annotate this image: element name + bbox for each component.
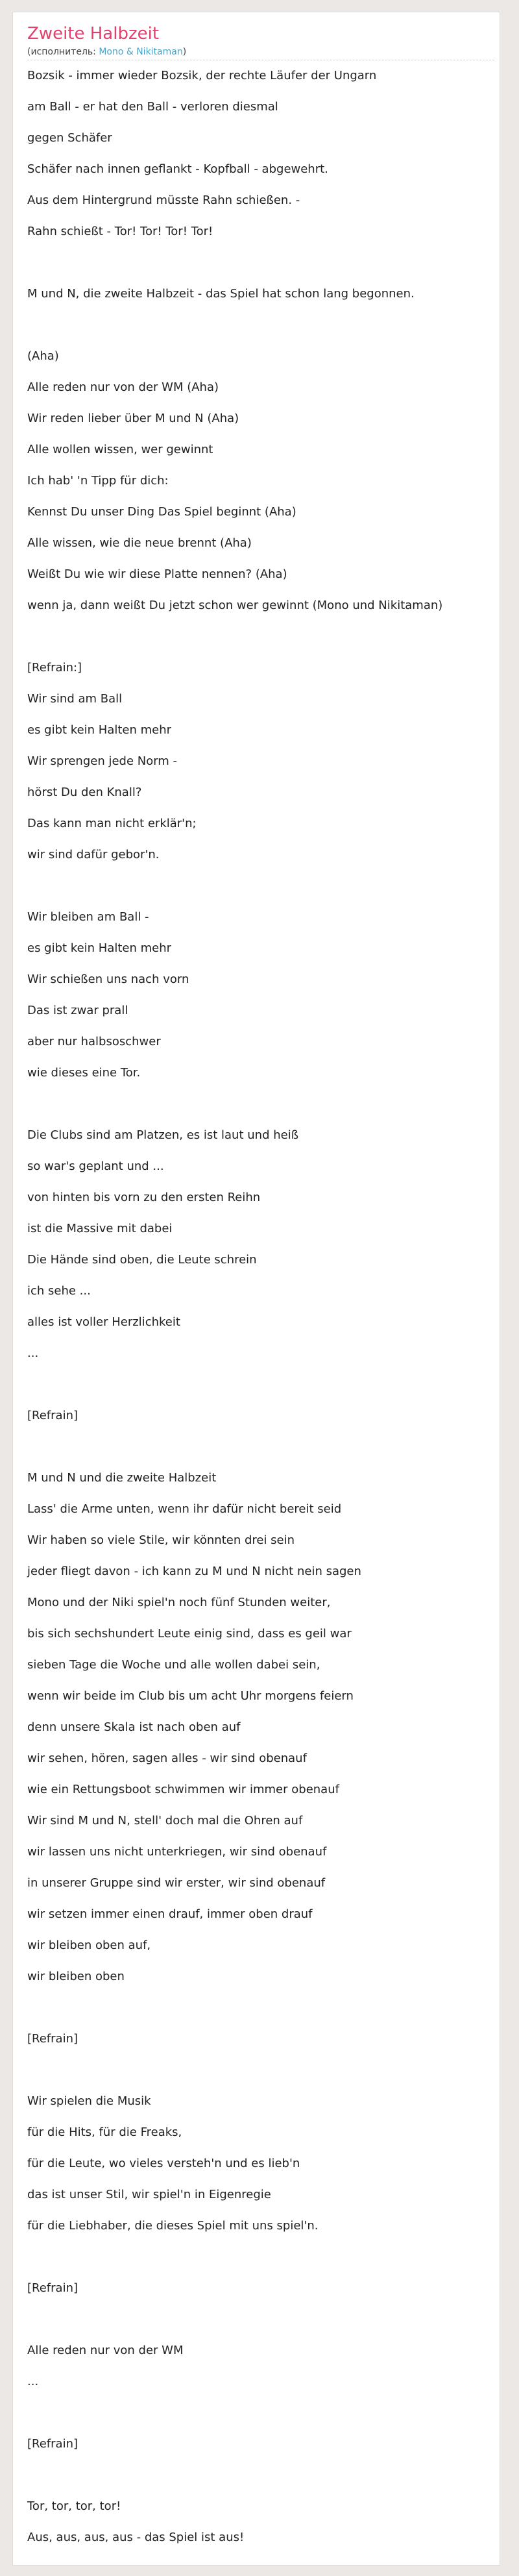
lyric-line: [27, 2397, 500, 2429]
lyric-line: wir bleiben oben auf,: [27, 1938, 151, 1952]
lyric-line: sieben Tage die Woche und alle wollen dabei sein,: [27, 1658, 320, 1672]
lyric-line: wie dieses eine Tor.: [27, 1066, 141, 1080]
lyric-line: (Aha): [27, 349, 59, 363]
lyrics-card: [12, 12, 500, 2566]
lyric-line: Kennst Du unser Ding Das Spiel beginnt (Aha): [27, 505, 296, 519]
lyric-line: Wir sprengen jede Norm -: [27, 754, 178, 768]
lyric-line: Das kann man nicht erklär'n;: [27, 817, 197, 830]
lyric-line: für die Hits, für die Freaks,: [27, 2125, 182, 2139]
lyric-line: Wir bleiben am Ball -: [27, 910, 149, 924]
performer-link[interactable]: Mono & Nikitaman: [99, 47, 183, 57]
lyric-line: [Refrain]: [27, 1409, 78, 1422]
lyric-line: [27, 2460, 500, 2491]
lyric-line: [27, 247, 500, 279]
lyric-line: [27, 1992, 500, 2024]
lyric-line: Aus, aus, aus, aus - das Spiel ist aus!: [27, 2531, 245, 2544]
lyric-line: Alle reden nur von der WM (Aha): [27, 380, 219, 394]
lyric-line: in unserer Gruppe sind wir erster, wir sind obenauf: [27, 1876, 326, 1890]
lyric-line: wie ein Rettungsboot schwimmen wir immer obenauf: [27, 1783, 339, 1796]
lyric-line: [Refrain]: [27, 2032, 78, 2046]
lyric-line: Mono und der Niki spiel'n noch fünf Stunden weiter,: [27, 1596, 331, 1609]
lyric-line: jeder fliegt davon - ich kann zu M und N nicht nein sagen: [27, 1565, 361, 1578]
lyrics-body: [27, 60, 500, 2553]
lyric-line: Wir reden lieber über M und N (Aha): [27, 412, 239, 425]
lyric-line: für die Leute, wo vieles versteh'n und es lieb'n: [27, 2157, 300, 2170]
lyric-line: für die Liebhaber, die dieses Spiel mit uns spiel'n.: [27, 2219, 319, 2233]
performer-suffix: ): [182, 47, 187, 57]
lyric-line: das ist unser Stil, wir spiel'n in Eigenregie: [27, 2188, 271, 2201]
lyric-line: ...: [27, 1346, 39, 1360]
lyric-line: Die Hände sind oben, die Leute schrein: [27, 1253, 257, 1267]
song-title: Zweite Halbzeit: [27, 24, 160, 43]
performer-line: [27, 46, 500, 58]
lyric-line: [27, 2304, 500, 2335]
lyric-line: Alle reden nur von der WM: [27, 2344, 184, 2357]
lyric-line: Das ist zwar prall: [27, 1004, 128, 1017]
lyric-line: Wir sind am Ball: [27, 692, 123, 706]
lyric-line: wenn wir beide im Club bis um acht Uhr morgens feiern: [27, 1689, 354, 1703]
lyric-line: am Ball - er hat den Ball - verloren diesmal: [27, 100, 278, 114]
lyric-line: Bozsik - immer wieder Bozsik, der rechte Läufer der Ungarn: [27, 69, 377, 82]
lyric-line: wir lassen uns nicht unterkriegen, wir sind obenauf: [27, 1845, 327, 1859]
lyric-line: Wir sind M und N, stell' doch mal die Ohren auf: [27, 1814, 303, 1827]
lyric-line: Lass' die Arme unten, wenn ihr dafür nicht bereit seid: [27, 1502, 342, 1516]
lyric-line: alles ist voller Herzlichkeit: [27, 1315, 180, 1329]
lyric-line: hörst Du den Knall?: [27, 786, 142, 799]
lyric-line: Wir schießen uns nach vorn: [27, 972, 189, 986]
lyric-line: bis sich sechshundert Leute einig sind, dass es geil war: [27, 1627, 352, 1641]
performer-prefix: (исполнитель:: [27, 47, 99, 57]
lyric-line: ich sehe ...: [27, 1284, 91, 1298]
lyric-line: ist die Massive mit dabei: [27, 1222, 173, 1235]
lyric-line: gegen Schäfer: [27, 131, 112, 145]
lyric-line: [27, 1431, 500, 1463]
lyric-line: Aus dem Hintergrund müsste Rahn schießen. -: [27, 193, 300, 207]
lyric-line: [27, 871, 500, 902]
lyric-line: [27, 2055, 500, 2086]
lyric-line: [27, 310, 500, 341]
lyric-line: wir sind dafür gebor'n.: [27, 848, 160, 861]
lyric-line: wenn ja, dann weißt Du jetzt schon wer gewinnt (Mono und Nikitaman): [27, 599, 443, 612]
lyric-line: [27, 621, 500, 652]
lyric-line: [27, 2242, 500, 2273]
lyric-line: denn unsere Skala ist nach oben auf: [27, 1720, 241, 1734]
lyric-line: von hinten bis vorn zu den ersten Reihn: [27, 1191, 261, 1204]
lyric-line: Schäfer nach innen geflankt - Kopfball - abgewehrt.: [27, 162, 328, 176]
lyric-line: M und N, die zweite Halbzeit - das Spiel hat schon lang begonnen.: [27, 287, 415, 301]
lyric-line: es gibt kein Halten mehr: [27, 941, 172, 955]
lyric-line: Tor, tor, tor, tor!: [27, 2499, 121, 2513]
lyric-line: [Refrain]: [27, 2437, 78, 2451]
lyric-line: aber nur halbsoschwer: [27, 1035, 161, 1048]
lyric-line: [Refrain]: [27, 2281, 78, 2295]
lyric-line: es gibt kein Halten mehr: [27, 723, 172, 737]
lyric-line: Die Clubs sind am Platzen, es ist laut und heiß: [27, 1128, 299, 1142]
lyric-line: Wir haben so viele Stile, wir könnten drei sein: [27, 1533, 295, 1547]
lyric-line: ...: [27, 2375, 39, 2388]
lyric-line: M und N und die zweite Halbzeit: [27, 1471, 217, 1485]
lyric-line: [Refrain:]: [27, 661, 82, 675]
lyric-line: wir bleiben oben: [27, 1970, 125, 1983]
lyric-line: [27, 1089, 500, 1120]
lyric-line: so war's geplant und ...: [27, 1159, 164, 1173]
lyric-line: Ich hab' 'n Tipp für dich:: [27, 474, 169, 488]
lyric-line: Alle wollen wissen, wer gewinnt: [27, 443, 213, 456]
lyric-line: Weißt Du wie wir diese Platte nennen? (Aha): [27, 567, 287, 581]
lyric-line: wir setzen immer einen drauf, immer oben drauf: [27, 1907, 313, 1921]
lyric-line: Wir spielen die Musik: [27, 2094, 151, 2108]
lyric-line: Alle wissen, wie die neue brennt (Aha): [27, 536, 252, 550]
lyric-line: Rahn schießt - Tor! Tor! Tor! Tor!: [27, 225, 213, 238]
lyric-line: [27, 1369, 500, 1400]
lyric-line: wir sehen, hören, sagen alles - wir sind obenauf: [27, 1752, 307, 1765]
